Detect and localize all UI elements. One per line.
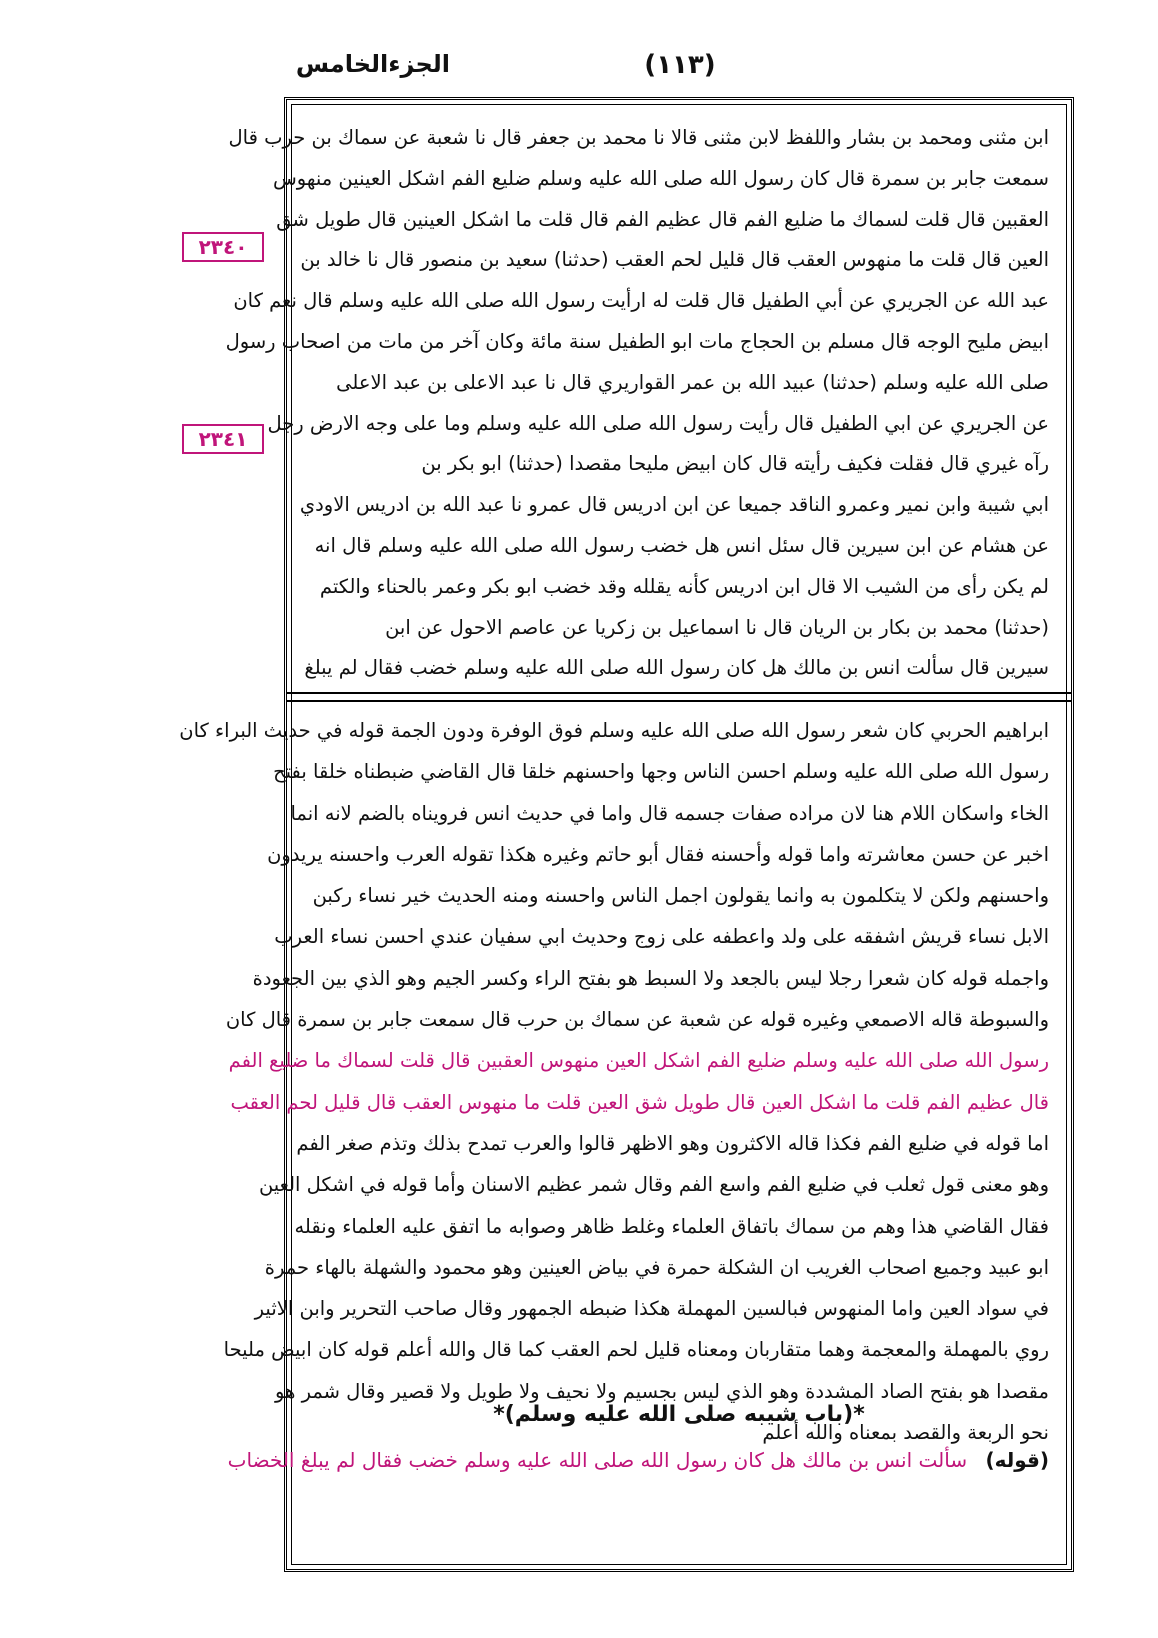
section-divider xyxy=(287,692,1071,702)
juz-title: الجزءالخامس xyxy=(295,50,450,78)
commentary-quote xyxy=(227,1448,1049,1472)
qawluh-label: (قوله) xyxy=(985,1448,1049,1472)
chapter-title: *(باب شيبه صلى الله عليه وسلم)* xyxy=(493,1402,865,1427)
text-line: واحسنهم ولكن لا يتكلمون به وانما يقولون اجمل الناس واحسنه ومنه الحديث خير نساء ركبن xyxy=(312,884,1049,908)
text-line: عن الجريري عن ابي الطفيل قال رأيت رسول الله صلى الله عليه وسلم وما على وجه الارض رجل xyxy=(267,411,1049,435)
text-line: سمعت جابر بن سمرة قال كان رسول الله صلى الله عليه وسلم ضليع الفم اشكل العينين منهوس xyxy=(272,166,1049,190)
text-line: العقبين قال قلت لسماك ما ضليع الفم قال عظيم الفم قال قلت ما اشكل العينين قال طويل شق xyxy=(276,207,1049,231)
hadith-text-block xyxy=(225,118,1049,689)
text-line: روي بالمهملة والمعجمة وهما متقاربان ومعناه قليل لحم العقب كما قال والله أعلم قوله كان ابيض مليحا xyxy=(223,1338,1049,1362)
text-line: رسول الله صلى الله عليه وسلم احسن الناس وجها واحسنهم خلقا قال القاضي ضبطناه خلقا بفتح xyxy=(273,760,1049,784)
text-line: ابو عبيد وجميع اصحاب الغريب ان الشكلة حمرة في بياض العينين وهو محمود والشهلة بالهاء حمرة xyxy=(264,1255,1049,1279)
text-line: ابن مثنى ومحمد بن بشار واللفظ لابن مثنى قالا نا محمد بن جعفر قال نا شعبة عن سماك بن حرب قال xyxy=(228,126,1049,149)
text-line: والسبوطة قاله الاصمعي وغيره قوله عن شعبة عن سماك بن حرب قال سمعت جابر بن سمرة قال كان xyxy=(225,1008,1049,1032)
text-line: وهو معنى قول ثعلب في ضليع الفم واسع الفم وقال شمر عظيم الاسنان وأما قوله في اشكل العين xyxy=(258,1173,1049,1197)
text-line: ابراهيم الحربي كان شعر رسول الله صلى الله عليه وسلم فوق الوفرة ودون الجمة قوله في حديث البراء كان xyxy=(179,719,1049,742)
text-line-highlighted: قال عظيم الفم قلت ما اشكل العين قال طويل شق العين قلت ما منهوس العقب قال قليل لحم العقب xyxy=(230,1090,1049,1114)
text-line: الابل نساء قريش اشفقه على ولد واعطفه على زوج وحديث ابي سفيان عندي احسن نساء العرب xyxy=(274,925,1049,949)
text-line: رآه غيري قال فقلت فكيف رأيته قال كان ابيض مليحا مقصدا (حدثنا) ابو بكر بن xyxy=(421,452,1049,476)
text-line-highlighted: رسول الله صلى الله عليه وسلم ضليع الفم اشكل العين منهوس العقبين قال قلت لسماك ما ضليع الفم xyxy=(228,1049,1049,1073)
text-line: (حدثنا) محمد بن بكار بن الريان قال نا اسماعيل بن زكريا عن عاصم الاحول عن ابن xyxy=(385,615,1049,639)
text-line: الخاء واسكان اللام هنا لان مراده صفات جسمه قال واما في حديث انس فرويناه بالضم لانه انما xyxy=(290,801,1049,825)
text-line: فقال القاضي هذا وهم من سماك باتفاق العلماء وغلط ظاهر وصوابه ما اتفق عليه العلماء ونقله xyxy=(294,1214,1049,1238)
page-number: (١١٣) xyxy=(644,50,716,80)
text-line: اخبر عن حسن معاشرته واما قوله وأحسنه فقال أبو حاتم وغيره هكذا تقوله العرب واحسنه يريدون xyxy=(267,842,1049,866)
text-line: اما قوله في ضليع الفم فكذا قاله الاكثرون وهو الاظهر قالوا والعرب تمدح بذلك وتذم صغر الفم xyxy=(296,1131,1049,1155)
text-line: ابي شيبة وابن نمير وعمرو الناقد جميعا عن ابن ادريس قال عمرو نا عبد الله بن ادريس الاودي xyxy=(299,493,1049,517)
text-line: عبد الله عن الجريري عن أبي الطفيل قال قلت له ارأيت رسول الله صلى الله عليه وسلم قال نعم كان xyxy=(233,289,1049,313)
text-line: ابيض مليح الوجه قال مسلم بن الحجاج مات ابو الطفيل سنة مائة وكان آخر من مات من اصحاب رسول xyxy=(225,329,1049,353)
text-line: نحو الربعة والقصد بمعناه والله أعلم xyxy=(762,1421,1049,1445)
text-line: سيرين قال سألت انس بن مالك هل كان رسول الله صلى الله عليه وسلم خضب فقال لم يبلغ xyxy=(304,656,1049,680)
text-line: واجمله قوله كان شعرا رجلا ليس بالجعد ولا السبط هو بفتح الراء وكسر الجيم وهو الذي بين الجعودة xyxy=(252,966,1049,990)
text-line: لم يكن رأى من الشيب الا قال ابن ادريس كأنه يقلله وقد خضب ابو بكر وعمر بالحناء والكتم xyxy=(319,574,1049,598)
hadith-number-badge: ٢٣٤٠ xyxy=(182,232,264,262)
text-line: العين قال قلت ما منهوس العقب قال قليل لحم العقب (حدثنا) سعيد بن منصور قال نا خالد بن xyxy=(300,248,1049,272)
text-line: صلى الله عليه وسلم (حدثنا) عبيد الله بن عمر القواريري قال نا عبد الاعلى بن عبد الاعلى xyxy=(336,370,1049,394)
text-line: مقصدا هو بفتح الصاد المشددة وهو الذي ليس بجسيم ولا نحيف ولا طويل ولا قصير وقال شمر هو xyxy=(275,1379,1049,1403)
hadith-number-badge: ٢٣٤١ xyxy=(182,424,264,454)
commentary-text-block xyxy=(179,710,1049,1453)
quoted-hadith: سألت انس بن مالك هل كان رسول الله صلى الله عليه وسلم خضب فقال لم يبلغ الخضاب xyxy=(227,1448,968,1472)
text-line: عن هشام عن ابن سيرين قال سئل انس هل خضب رسول الله صلى الله عليه وسلم قال انه xyxy=(314,533,1049,557)
text-line: في سواد العين واما المنهوس فبالسين المهملة هكذا ضبطه الجمهور وقال صاحب التحرير وابن الاثير xyxy=(254,1297,1049,1321)
